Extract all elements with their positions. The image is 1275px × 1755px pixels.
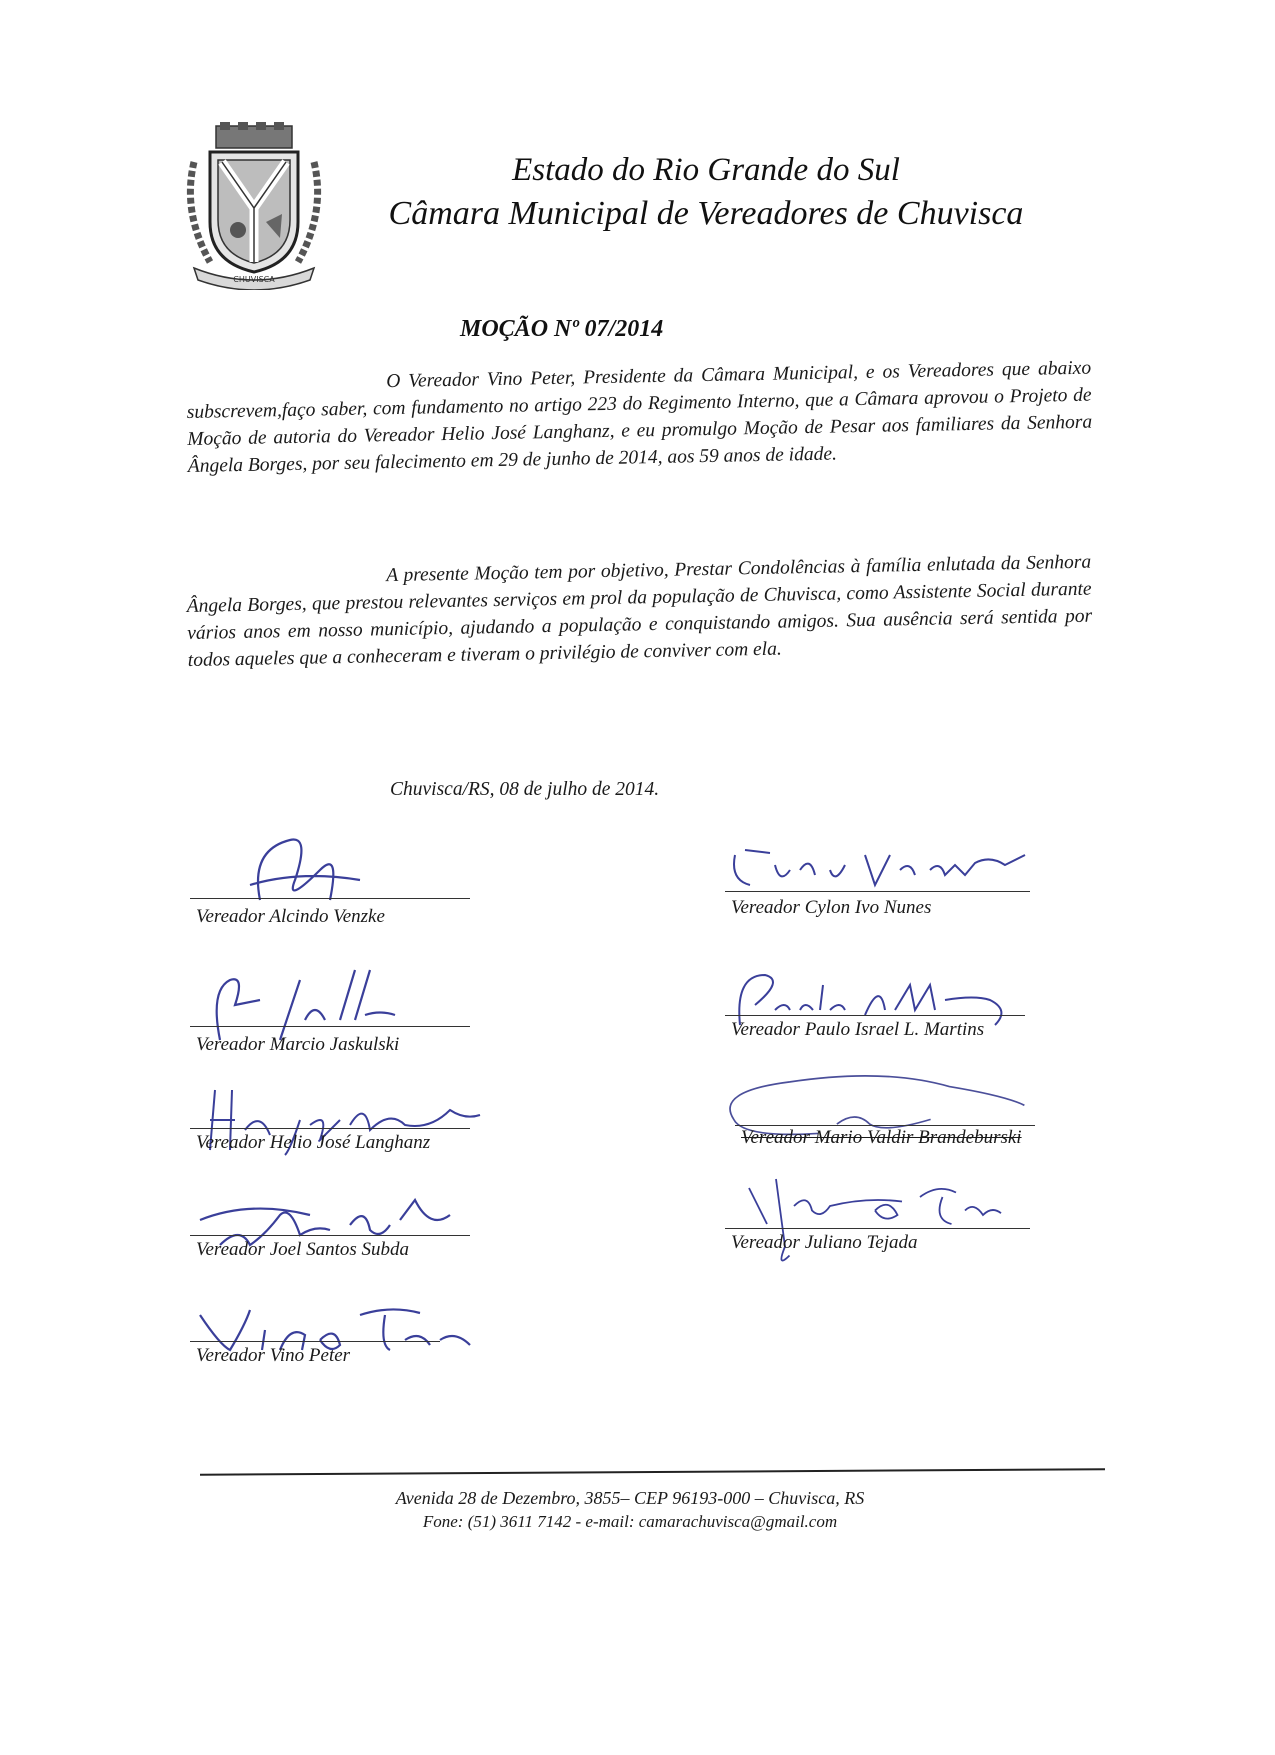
signatory-name: Vereador Marcio Jaskulski	[196, 1034, 400, 1055]
signature-line	[190, 1128, 470, 1129]
signature-line	[190, 1026, 470, 1027]
signature-block	[190, 1285, 490, 1375]
signatory-name: Vereador Paulo Israel L. Martins	[731, 1019, 985, 1040]
footer-rule	[200, 1468, 1105, 1476]
signature-line	[735, 1125, 1035, 1126]
signature-line	[725, 1015, 1025, 1016]
document-title: MOÇÃO Nº 07/2014	[460, 316, 664, 342]
signature-line	[190, 1341, 440, 1342]
signature-line	[190, 898, 470, 899]
signature-block	[190, 830, 490, 927]
signature-block	[190, 960, 490, 1055]
signatory-name: Vereador Helio José Langhanz	[196, 1132, 431, 1153]
signature-block	[190, 1070, 490, 1160]
chamber-name: Câmara Municipal de Vereadores de Chuvisca	[388, 195, 1024, 232]
signature-block	[725, 825, 1025, 918]
signatory-name: Vereador Cylon Ivo Nunes	[731, 897, 932, 918]
state-name: Estado do Rio Grande do Sul	[512, 152, 900, 188]
letterhead	[386, 150, 1026, 236]
signature-line	[190, 1235, 470, 1236]
body-paragraph-2: A presente Moção tem por objetivo, Prestar Condolências à família enlutada da Senhora Ângela Borges, que prestou relevantes serviços em prol da população de Chuvisca, como Assistente Social durante vários anos em nosso município, ajudando a população e conquistando amigos. Sua ausência será sentida por todos aqueles que a conheceram e tiveram o privilégio de conviver com ela.	[186, 551, 1093, 671]
body-paragraph-1: O Vereador Vino Peter, Presidente da Câmara Municipal, e os Vereadores que abaixo subscrevem,faço saber, com fundamento no artigo 223 do Regimento Interno, que a Câmara aprovou o Projeto de Moção de autoria do Vereador Helio José Langhanz, e eu promulgo Moção de Pesar aos familiares da Senhora Ângela Borges, por seu falecimento em 29 de junho de 2014, aos 59 anos de idade.	[186, 357, 1093, 477]
signatory-name: Vereador Vino Peter	[196, 1345, 351, 1366]
signatory-name: Vereador Joel Santos Subda	[196, 1239, 410, 1260]
footer-address: Avenida 28 de Dezembro, 3855– CEP 96193-000 – Chuvisca, RS	[395, 1488, 865, 1508]
signature-block	[715, 1065, 1022, 1155]
municipal-coat-of-arms	[180, 122, 328, 290]
signatory-name: Vereador Juliano Tejada	[731, 1232, 918, 1253]
signature-block	[725, 955, 1025, 1045]
date-line: Chuvisca/RS, 08 de julho de 2014.	[390, 779, 660, 800]
svg-text:CHUVISCA: CHUVISCA	[233, 275, 275, 284]
signature-line	[725, 1228, 1030, 1229]
signatory-name: Vereador Mario Valdir Brandeburski	[741, 1127, 1022, 1148]
signatory-name: Vereador Alcindo Venzke	[196, 906, 385, 927]
footer-contact: Fone: (51) 3611 7142 - e-mail: camarachuvisca@gmail.com	[422, 1512, 838, 1531]
signature-line	[725, 891, 1030, 892]
signature-block	[190, 1175, 490, 1265]
signature-block	[725, 1170, 1025, 1260]
